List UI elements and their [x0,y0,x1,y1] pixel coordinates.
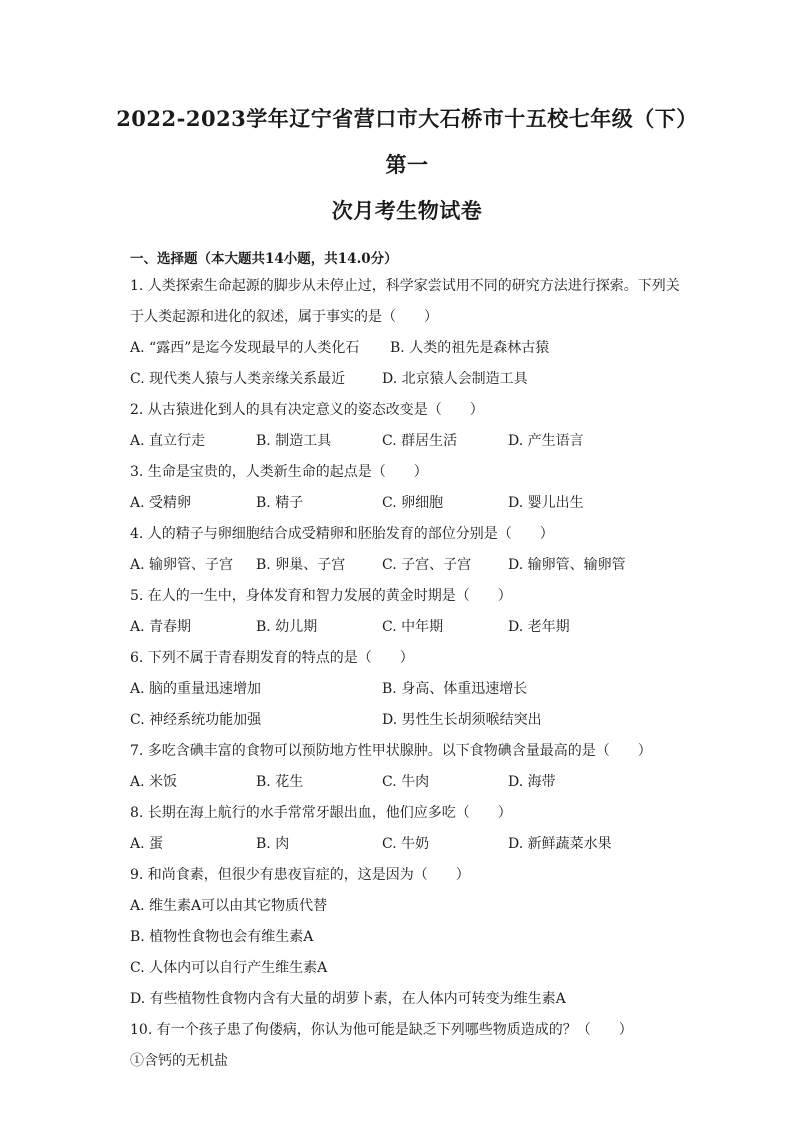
q9-option-d: D. 有些植物性食物内含有大量的胡萝卜素，在人体内可转变为维生素A [130,991,566,1007]
q7-option-a: A. 米饭 [130,774,178,790]
question-1-stem-cont: 于人类起源和进化的叙述，属于事实的是（ ） [130,309,438,325]
question-1-options-row-1 [130,333,684,364]
question-8-options [130,829,684,860]
question-2-stem: 2. 从古猿进化到人的具有决定意义的姿态改变是（ ） [130,402,484,418]
question-4-stem: 4. 人的精子与卵细胞结合成受精卵和胚胎发育的部位分别是（ ） [130,526,554,542]
q4-option-c: C. 子宫、子宫 [382,557,472,573]
q9-option-a-row [130,891,684,922]
q8-option-c: C. 牛奶 [382,836,430,852]
q9-option-d-row [130,984,684,1015]
question-6-stem: 6. 下列不属于青春期发育的特点的是（ ） [130,650,414,666]
title-line-2: 次月考生物试卷 [331,198,483,223]
question-5-stem: 5. 在人的一生中，身体发育和智力发展的黄金时期是（ ） [130,588,512,604]
q3-option-b: B. 精子 [256,495,304,511]
q8-option-d: D. 新鲜蔬菜水果 [508,836,612,852]
q10-item-1-row [130,1046,684,1077]
q7-option-b: B. 花生 [256,774,304,790]
exam-title [110,96,704,234]
q2-option-a: A. 直立行走 [130,433,206,449]
question-4-options [130,550,684,581]
q9-option-b-row [130,922,684,953]
q1-option-b: B. 人类的祖先是森林古猿 [390,340,550,356]
q9-option-a: A. 维生素A可以由其它物质代替 [130,898,328,914]
q4-option-b: B. 卵巢、子宫 [256,557,346,573]
q3-option-c: C. 卵细胞 [382,495,444,511]
q7-option-d: D. 海带 [508,774,556,790]
question-8-stem: 8. 长期在海上航行的水手常常牙龈出血，他们应多吃（ ） [130,805,512,821]
q9-option-c-row [130,953,684,984]
question-9-stem: 9. 和尚食素，但很少有患夜盲症的，这是因为（ ） [130,867,470,883]
q5-option-b: B. 幼儿期 [256,619,318,635]
question-3-stem: 3. 生命是宝贵的，人类新生命的起点是（ ） [130,464,428,480]
section-heading: 一、选择题（本大题共14小题，共14.0分） [130,251,398,267]
q2-option-d: D. 产生语言 [508,433,584,449]
q1-option-c: C. 现代类人猿与人类亲缘关系最近 [130,371,346,387]
question-6-options-row-2 [130,705,684,736]
q6-option-a: A. 脑的重量迅速增加 [130,681,262,697]
q1-option-d: D. 北京猿人会制造工具 [382,371,528,387]
q8-option-b: B. 肉 [256,836,290,852]
question-1-stem: 1. 人类探索生命起源的脚步从未停止过，科学家尝试用不同的研究方法进行探索。下列关 [130,278,680,294]
q3-option-d: D. 婴儿出生 [508,495,584,511]
question-10-stem: 10. 有一个孩子患了佝偻病，你认为他可能是缺乏下列哪些物质造成的？（ ） [130,1022,633,1038]
q4-option-a: A. 输卵管、子宫 [130,557,234,573]
question-3-options [130,488,684,519]
q3-option-a: A. 受精卵 [130,495,192,511]
question-7-options [130,767,684,798]
question-5-options [130,612,684,643]
q5-option-c: C. 中年期 [382,619,444,635]
q5-option-d: D. 老年期 [508,619,570,635]
q2-option-c: C. 群居生活 [382,433,458,449]
q9-option-c: C. 人体内可以自行产生维生素A [130,960,328,976]
q5-option-a: A. 青春期 [130,619,192,635]
title-line-1: 2022-2023学年辽宁省营口市大石桥市十五校七年级（下）第一 [116,106,698,177]
q4-option-d: D. 输卵管、输卵管 [508,557,626,573]
q6-option-d: D. 男性生长胡须喉结突出 [382,712,542,728]
q1-option-a: A. “露西”是迄今发现最早的人类化石 [130,340,360,356]
q2-option-b: B. 制造工具 [256,433,332,449]
question-2-options [130,426,684,457]
q8-option-a: A. 蛋 [130,836,164,852]
q10-item-1: ①含钙的无机盐 [130,1053,228,1069]
q7-option-c: C. 牛肉 [382,774,430,790]
question-6-options-row-1 [130,674,684,705]
q6-option-b: B. 身高、体重迅速增长 [382,681,528,697]
question-7-stem: 7. 多吃含碘丰富的食物可以预防地方性甲状腺肿。以下食物碘含量最高的是（ ） [130,743,652,759]
q9-option-b: B. 植物性食物也会有维生素A [130,929,314,945]
question-1-options-row-2 [130,364,684,395]
q6-option-c: C. 神经系统功能加强 [130,712,262,728]
